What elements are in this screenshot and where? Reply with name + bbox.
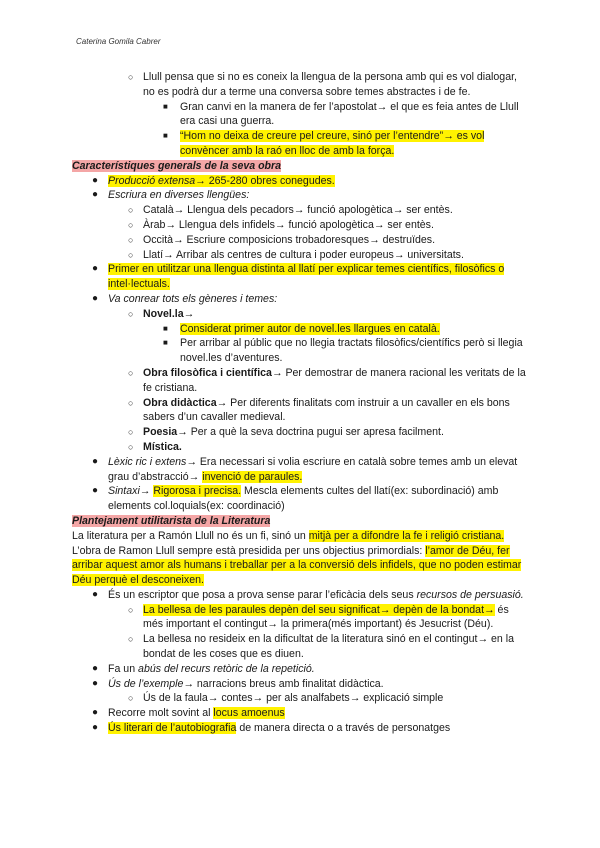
text-run: La literatura per a Ramón Llull no és un fi, sinó un bbox=[72, 529, 309, 542]
text-run: Català→ Llengua dels pecadors→ funció apologètica→ ser entès. bbox=[143, 204, 453, 217]
bullet-icon: ● bbox=[92, 455, 99, 467]
text-run: Novel.la→ bbox=[143, 307, 195, 320]
paragraph bbox=[0, 159, 527, 174]
bullet-icon: ○ bbox=[128, 72, 134, 82]
list-item bbox=[0, 396, 528, 426]
list-item bbox=[0, 248, 528, 263]
text-run: “Hom no deixa de creure pel creure, sinó per l’entendre”→ es vol convèncer amb la raó en lloc de amb la força. bbox=[180, 130, 485, 157]
text-run: abús del recurs retòric de la repetició. bbox=[138, 662, 315, 675]
list-item bbox=[0, 632, 528, 662]
bullet-icon: ● bbox=[92, 707, 99, 719]
text-run: Fa un bbox=[108, 662, 139, 675]
bullet-icon: ○ bbox=[128, 249, 134, 260]
paragraph bbox=[0, 529, 527, 588]
bullet-icon: ○ bbox=[128, 234, 134, 245]
text-run: Ús de la faula→ contes→ per als analfabets→ explicació simple bbox=[143, 692, 444, 705]
list-item bbox=[0, 174, 528, 189]
text-run: Lèxic ric i extens bbox=[108, 455, 187, 468]
list-item bbox=[0, 440, 528, 455]
bullet-icon: ● bbox=[92, 722, 99, 734]
list-item bbox=[0, 603, 528, 633]
text-run: → Era necessari si volia escriure en català sobre temes amb un elevat grau d’abstracció→ bbox=[108, 455, 518, 483]
list-item bbox=[0, 706, 528, 721]
bullet-icon: ○ bbox=[128, 693, 134, 704]
text-run: Per arribar al públic que no llegia tractats filosòfics/científics però si llegia novel.les d’aventures. bbox=[180, 337, 523, 365]
text-run: Escriura en diverses llengües: bbox=[108, 189, 250, 202]
bullet-icon: ● bbox=[92, 189, 99, 201]
author-name: Caterina Gomila Cabrer bbox=[76, 37, 161, 46]
text-run: Llull pensa que si no es coneix la llengua de la persona amb qui es vol dialogar, no es podrà dur a terme una conversa sobre temes abstractes i de fe. bbox=[143, 71, 517, 98]
bullet-icon: ■ bbox=[163, 131, 168, 141]
list-item bbox=[0, 455, 528, 485]
list-item bbox=[0, 677, 528, 692]
text-run: Llatí→ Arribar als centres de cultura i poder europeus→ universitats. bbox=[143, 248, 464, 261]
text-run: Obra filosòfica i científica bbox=[143, 366, 272, 379]
bullet-icon: ● bbox=[92, 174, 99, 186]
text-run: l’amor de Déu, fer arribar aquest amor als humans i treballar per a la conversió dels infidels, que no poden estimar Déu perquè el desconeixen. bbox=[72, 544, 522, 587]
list-item bbox=[0, 233, 528, 248]
text-run: → Per demostrar de manera racional les veritats de la fe cristiana. bbox=[143, 366, 526, 394]
bullet-icon: ● bbox=[92, 588, 99, 600]
list-item bbox=[0, 218, 528, 233]
bullet-icon: ● bbox=[92, 662, 99, 674]
text-run: Ús literari de l’autobiografia bbox=[108, 722, 237, 735]
bullet-icon: ■ bbox=[163, 101, 168, 111]
list-item bbox=[0, 588, 528, 603]
text-run: → Per diferents finalitats com instruir a un cavaller en els bons sabers d’un cavaller medieval. bbox=[143, 396, 510, 424]
text-run: La bellesa no resideix en la dificultat de la literatura sinó en el contingut→ en la bondat de les coses que es diuen. bbox=[143, 633, 515, 661]
list-item bbox=[0, 262, 528, 292]
text-run: La bellesa de les paraules depèn del seu significat→ depèn de la bondat→ bbox=[143, 603, 495, 616]
list-item bbox=[0, 129, 525, 159]
text-run: invenció de paraules. bbox=[202, 470, 303, 483]
text-run: Obra didàctica bbox=[143, 396, 217, 409]
text-run: Mescla elements cultes del llatí(ex: subordinació) amb elements col.loquials(ex: coordinació) bbox=[108, 485, 499, 513]
text-run: Poesia bbox=[143, 426, 178, 439]
list-item bbox=[0, 70, 528, 100]
text-run: → bbox=[139, 485, 154, 498]
bullet-icon: ○ bbox=[128, 634, 134, 645]
list-item bbox=[0, 721, 528, 736]
list-item bbox=[0, 691, 528, 706]
list-item bbox=[0, 292, 528, 307]
list-item bbox=[0, 100, 525, 130]
text-run: Característiques generals de la seva obra bbox=[72, 159, 282, 172]
bullet-icon: ● bbox=[92, 485, 99, 497]
bullet-icon: ■ bbox=[163, 323, 168, 333]
bullet-icon: ○ bbox=[128, 219, 134, 230]
list-item bbox=[0, 203, 528, 218]
text-run: És un escriptor que posa a prova sense parar l’eficàcia dels seus bbox=[108, 588, 417, 601]
text-run: → Per a què la seva doctrina pugui ser apresa facilment. bbox=[177, 426, 444, 439]
text-run: Occità→ Escriure composicions trobadoresques→ destruïdes. bbox=[143, 233, 436, 246]
bullet-icon: ○ bbox=[128, 205, 134, 216]
text-run: recursos de persuasió. bbox=[416, 588, 524, 601]
bullet-icon: ○ bbox=[128, 308, 134, 319]
text-run: de manera directa o a través de personatges bbox=[236, 722, 451, 735]
text-run: Ús de l’exemple bbox=[108, 677, 184, 690]
bullet-icon: ● bbox=[92, 677, 99, 689]
text-run: → narracions breus amb finalitat didàctica. bbox=[183, 677, 384, 690]
list-item bbox=[0, 336, 525, 366]
bullet-icon: ■ bbox=[163, 338, 168, 348]
bullet-icon: ○ bbox=[128, 397, 134, 408]
text-run: Àrab→ Llengua dels infidels→ funció apologètica→ ser entès. bbox=[143, 218, 434, 231]
bullet-icon: ○ bbox=[128, 367, 134, 378]
bullet-icon: ● bbox=[92, 292, 99, 304]
text-run: L’obra de Ramon Llull sempre està presidida per uns objectius primordials: bbox=[72, 544, 426, 557]
text-run: Producció extensa→ 265-280 obres conegudes. bbox=[108, 174, 335, 187]
list-item bbox=[0, 484, 528, 514]
list-item bbox=[0, 307, 528, 322]
bullet-icon: ○ bbox=[128, 604, 134, 615]
bullet-icon: ○ bbox=[128, 427, 134, 438]
list-item bbox=[0, 322, 525, 337]
text-run: Plantejament utilitarista de la Literatura bbox=[72, 514, 271, 527]
list-item bbox=[0, 662, 528, 677]
paragraph bbox=[0, 514, 527, 529]
text-run: mitjà per a difondre la fe i religió cristiana. bbox=[308, 529, 505, 542]
bullet-icon: ○ bbox=[128, 441, 134, 452]
text-run: Recorre molt sovint al bbox=[108, 707, 214, 720]
bullet-icon: ● bbox=[92, 263, 99, 275]
text-run: Rigorosa i precisa. bbox=[153, 485, 242, 498]
text-run: Va conrear tots els gèneres i temes: bbox=[108, 292, 278, 305]
text-run: Mística. bbox=[143, 440, 182, 453]
list-item bbox=[0, 188, 528, 203]
text-run: Primer en utilitzar una llengua distinta al llatí per explicar temes científics, filosòfics o intel·lectuals. bbox=[108, 263, 505, 291]
text-run: locus amoenus bbox=[213, 707, 285, 720]
list-item bbox=[0, 425, 528, 440]
text-run: Gran canvi en la manera de fer l’apostolat→ el que es feia antes de Llull era casi una guerra. bbox=[180, 100, 519, 128]
document-body bbox=[0, 70, 600, 736]
text-run: Considerat primer autor de novel.les llargues en català. bbox=[180, 322, 440, 335]
text-run: és més important el contingut→ la primera(més important) és Jesucrist (Déu). bbox=[143, 603, 509, 631]
list-item bbox=[0, 366, 528, 396]
text-run: Sintaxi bbox=[108, 485, 140, 498]
